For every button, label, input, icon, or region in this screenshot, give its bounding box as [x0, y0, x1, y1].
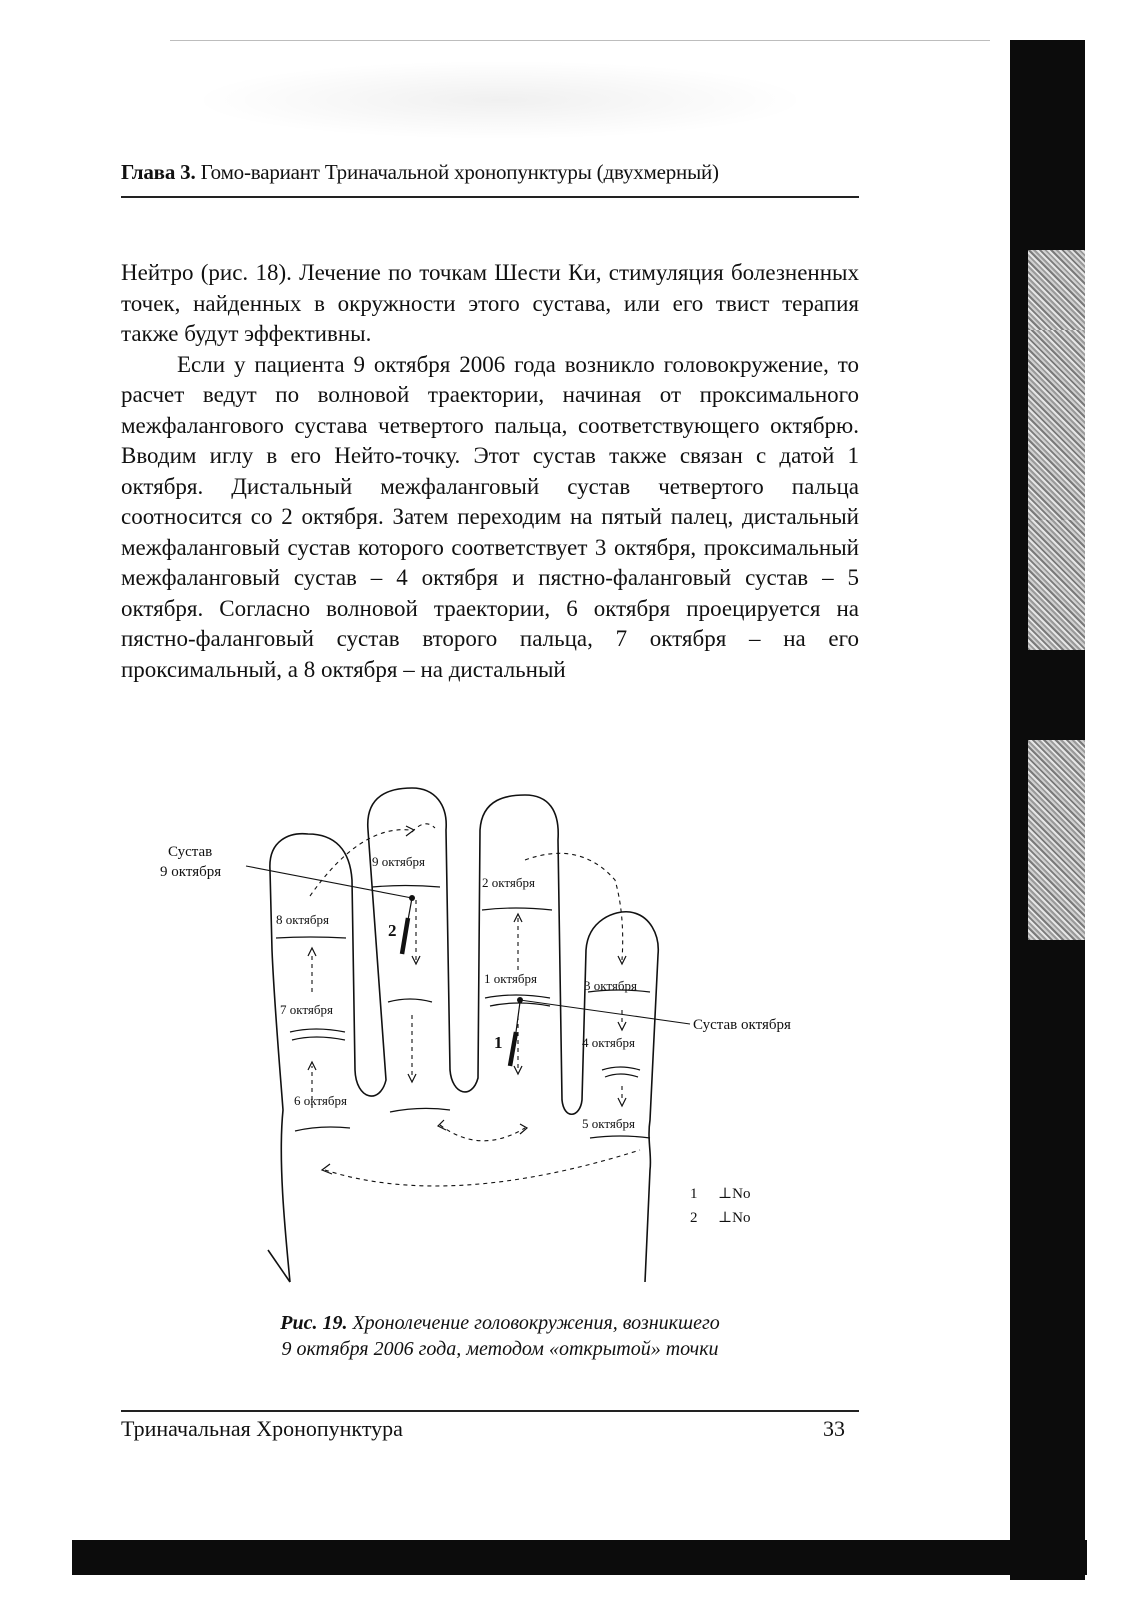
- label-oct5: 5 октября: [582, 1116, 635, 1131]
- scan-noise: [1028, 250, 1085, 330]
- label-oct3: 3 октября: [584, 978, 637, 993]
- needle-1-label: 1: [494, 1033, 503, 1052]
- chapter-title: Гомо-вариант Триначальной хронопунктуры (двухмерный): [200, 160, 719, 184]
- hand-diagram: [150, 770, 850, 1310]
- legend-num: 1: [690, 1186, 698, 1202]
- callout-left-line1: Сустав: [168, 844, 213, 860]
- scan-noise: [1028, 330, 1085, 520]
- needle-2: [402, 918, 408, 954]
- scan-noise: [1028, 520, 1085, 650]
- header-rule: [121, 196, 859, 198]
- scan-top-edge: [170, 40, 990, 41]
- scan-border-bottom: [72, 1540, 1087, 1575]
- scan-noise: [1028, 740, 1085, 940]
- legend-text: ⊥No: [718, 1186, 751, 1202]
- caption-label: Рис. 19.: [280, 1312, 348, 1334]
- label-oct1: 1 октября: [484, 971, 537, 986]
- callout-left-line2: 9 октября: [160, 864, 222, 880]
- legend-num: 2: [690, 1210, 698, 1226]
- label-oct9: 9 октября: [372, 854, 425, 869]
- figure-caption: [150, 1310, 850, 1362]
- hand-figure: [150, 770, 850, 1310]
- legend-text: ⊥No: [718, 1210, 751, 1226]
- chapter-label: Глава 3.: [121, 160, 196, 184]
- running-head: [121, 160, 859, 185]
- needle-1: [510, 1032, 516, 1066]
- book-title: Триначальная Хронопунктура: [121, 1416, 403, 1441]
- label-oct8: 8 октября: [276, 912, 329, 927]
- label-oct4: 4 октября: [582, 1035, 635, 1050]
- label-oct2: 2 октября: [482, 875, 535, 890]
- paragraph: Если у пациента 9 октября 2006 года возникло головокружение, то расчет ведут по волновой траектории, начиная от проксимального межфалангового сустава четвертого пальца, соответствующего октябрю. Вводим иглу в его Нейто-точку. Этот сустав также связан с датой 1 октября. Дистальный межфаланговый сустав четвертого пальца соотносится со 2 октября. Затем переходим на пятый палец, дистальный межфаланговый сустав которого соответствует 3 октября, проксимальный межфаланговый сустав – 4 октября и пястно-фаланговый сустав – 5 октября. Согласно волновой траектории, 6 октября проецируется на пястно-фаланговый сустав второго пальца, 7 октября – на его проксимальный, а 8 октября – на дистальный: [121, 351, 859, 682]
- label-oct6: 6 октября: [294, 1093, 347, 1108]
- paragraph: Нейтро (рис. 18). Лечение по точкам Шести Ки, стимуляция болезненных точек, найденных в окружности этого сустава, или его твист терапия также будут эффективны.: [121, 260, 859, 346]
- footer-rule: [121, 1410, 859, 1412]
- callout-right: Сустав октября: [693, 1017, 791, 1033]
- caption-line2: 9 октября 2006 года, методом «открытой» точки: [281, 1338, 719, 1360]
- caption-line1: Хронолечение головокружения, возникшего: [352, 1312, 720, 1334]
- needle-2-label: 2: [388, 921, 397, 940]
- label-oct7: 7 октября: [280, 1002, 333, 1017]
- body-text: [121, 258, 859, 685]
- scan-shadow: [190, 60, 810, 140]
- page-number: 33: [823, 1416, 845, 1441]
